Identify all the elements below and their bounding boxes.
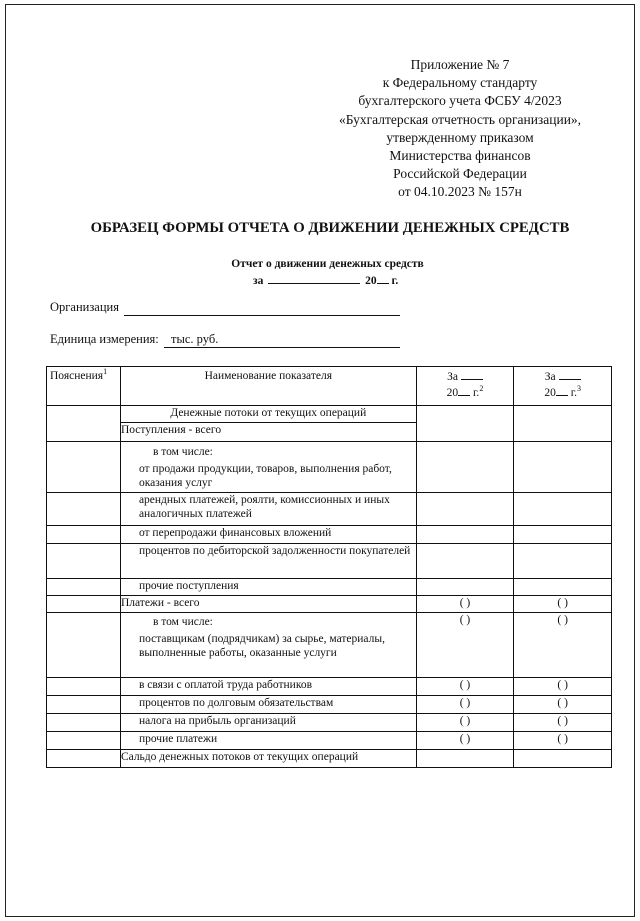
value-cell[interactable]: ( ) (416, 732, 514, 750)
table-row (47, 714, 612, 732)
appendix-line: к Федеральному стандарту (382, 75, 538, 91)
receipts-resale: от перепродажи финансовых вложений (120, 526, 416, 544)
value-cell[interactable]: ( ) (416, 613, 514, 678)
value-cell[interactable]: ( ) (416, 714, 514, 732)
table-row (47, 613, 612, 678)
table-row (47, 678, 612, 696)
value-cell[interactable] (514, 406, 612, 442)
unit-value: тыс. руб. (171, 332, 219, 346)
header-period-current: За 20 г.$^2$ (416, 367, 514, 406)
payments-other: прочие платежи (120, 732, 416, 750)
value-cell[interactable] (416, 750, 514, 768)
header-period-previous: За 20 г.$^3$ (514, 367, 612, 406)
value-cell[interactable]: ( ) (514, 696, 612, 714)
report-period (253, 273, 398, 287)
value-cell[interactable]: ( ) (416, 696, 514, 714)
table-row (47, 579, 612, 596)
notes-cell[interactable] (47, 526, 121, 544)
value-cell[interactable] (416, 442, 514, 493)
payments-suppliers: в том числе: поставщикам (подрядчикам) за сырье, материалы, выполненные работы, оказанные услуги (120, 613, 416, 678)
appendix-line: Приложение № 7 (410, 57, 510, 72)
table-row (47, 544, 612, 579)
notes-cell[interactable] (47, 750, 121, 768)
cash-flow-table (46, 366, 612, 768)
payments-labor: в связи с оплатой труда работников (120, 678, 416, 696)
value-cell[interactable] (416, 579, 514, 596)
table-row (47, 596, 612, 613)
appendix-line: «Бухгалтерская отчетность организации», (338, 111, 582, 127)
value-cell[interactable] (514, 493, 612, 526)
value-cell[interactable]: ( ) (514, 714, 612, 732)
value-cell[interactable]: ( ) (514, 732, 612, 750)
notes-cell[interactable] (47, 493, 121, 526)
period-prefix: за (253, 275, 264, 287)
organization-field[interactable] (124, 301, 400, 316)
notes-cell[interactable] (47, 442, 121, 493)
table-row (47, 732, 612, 750)
value-cell[interactable]: ( ) (514, 596, 612, 613)
value-cell[interactable] (416, 526, 514, 544)
notes-cell[interactable] (47, 596, 121, 613)
appendix-line: Российской Федерации (393, 166, 527, 182)
report-title: Отчет о движении денежных средств (231, 258, 424, 270)
header-notes: Пояснения$^1$ (47, 367, 121, 406)
receipts-other: прочие поступления (120, 579, 416, 596)
receipts-total: Поступления - всего (120, 423, 416, 442)
value-cell[interactable] (416, 493, 514, 526)
value-cell[interactable] (416, 406, 514, 442)
notes-cell[interactable] (47, 579, 121, 596)
appendix-line: утвержденному приказом (386, 129, 534, 145)
table-row (47, 406, 612, 423)
value-cell[interactable]: ( ) (514, 678, 612, 696)
unit-label: Единица измерения: (50, 332, 159, 346)
notes-cell[interactable] (47, 732, 121, 750)
period-blank[interactable] (268, 273, 360, 284)
value-cell[interactable] (514, 442, 612, 493)
value-cell[interactable]: ( ) (416, 678, 514, 696)
notes-cell[interactable] (47, 678, 121, 696)
notes-cell[interactable] (47, 544, 121, 579)
table-row (47, 493, 612, 526)
table-row (47, 526, 612, 544)
value-cell[interactable]: ( ) (514, 613, 612, 678)
receipts-rent: арендных платежей, роялти, комиссионных и иных аналогичных платежей (120, 493, 416, 526)
table-row (47, 750, 612, 768)
receipts-from-sales: в том числе: от продажи продукции, товаров, выполнения работ, оказания услуг (120, 442, 416, 493)
period-year-blank[interactable] (377, 273, 389, 284)
appendix-line: бухгалтерского учета ФСБУ 4/2023 (358, 93, 562, 109)
organization-label: Организация (50, 300, 119, 314)
value-cell[interactable] (416, 544, 514, 579)
notes-cell[interactable] (47, 714, 121, 732)
document-title: ОБРАЗЕЦ ФОРМЫ ОТЧЕТА О ДВИЖЕНИИ ДЕНЕЖНЫХ СРЕДСТВ (90, 220, 570, 236)
notes-cell[interactable] (47, 406, 121, 442)
appendix-line: от 04.10.2023 № 157н (398, 184, 522, 200)
value-cell[interactable]: ( ) (416, 596, 514, 613)
balance-row: Сальдо денежных потоков от текущих операций (120, 750, 416, 768)
payments-profit-tax: налога на прибыль организаций (120, 714, 416, 732)
value-cell[interactable] (514, 579, 612, 596)
header-indicator: Наименование показателя (120, 367, 416, 406)
appendix-block (300, 56, 620, 202)
table-row (47, 442, 612, 493)
table-row (47, 696, 612, 714)
section-title: Денежные потоки от текущих операций (120, 406, 416, 423)
value-cell[interactable] (514, 544, 612, 579)
payments-interest: процентов по долговым обязательствам (120, 696, 416, 714)
table-header-row (47, 367, 612, 406)
payments-total: Платежи - всего (120, 596, 416, 613)
value-cell[interactable] (514, 750, 612, 768)
appendix-line: Министерства финансов (389, 148, 531, 164)
receipts-interest: процентов по дебиторской задолженности покупателей (120, 544, 416, 579)
notes-cell[interactable] (47, 613, 121, 678)
period-year-prefix: 20 (365, 275, 377, 287)
period-suffix: г. (391, 275, 399, 287)
notes-cell[interactable] (47, 696, 121, 714)
value-cell[interactable] (514, 526, 612, 544)
